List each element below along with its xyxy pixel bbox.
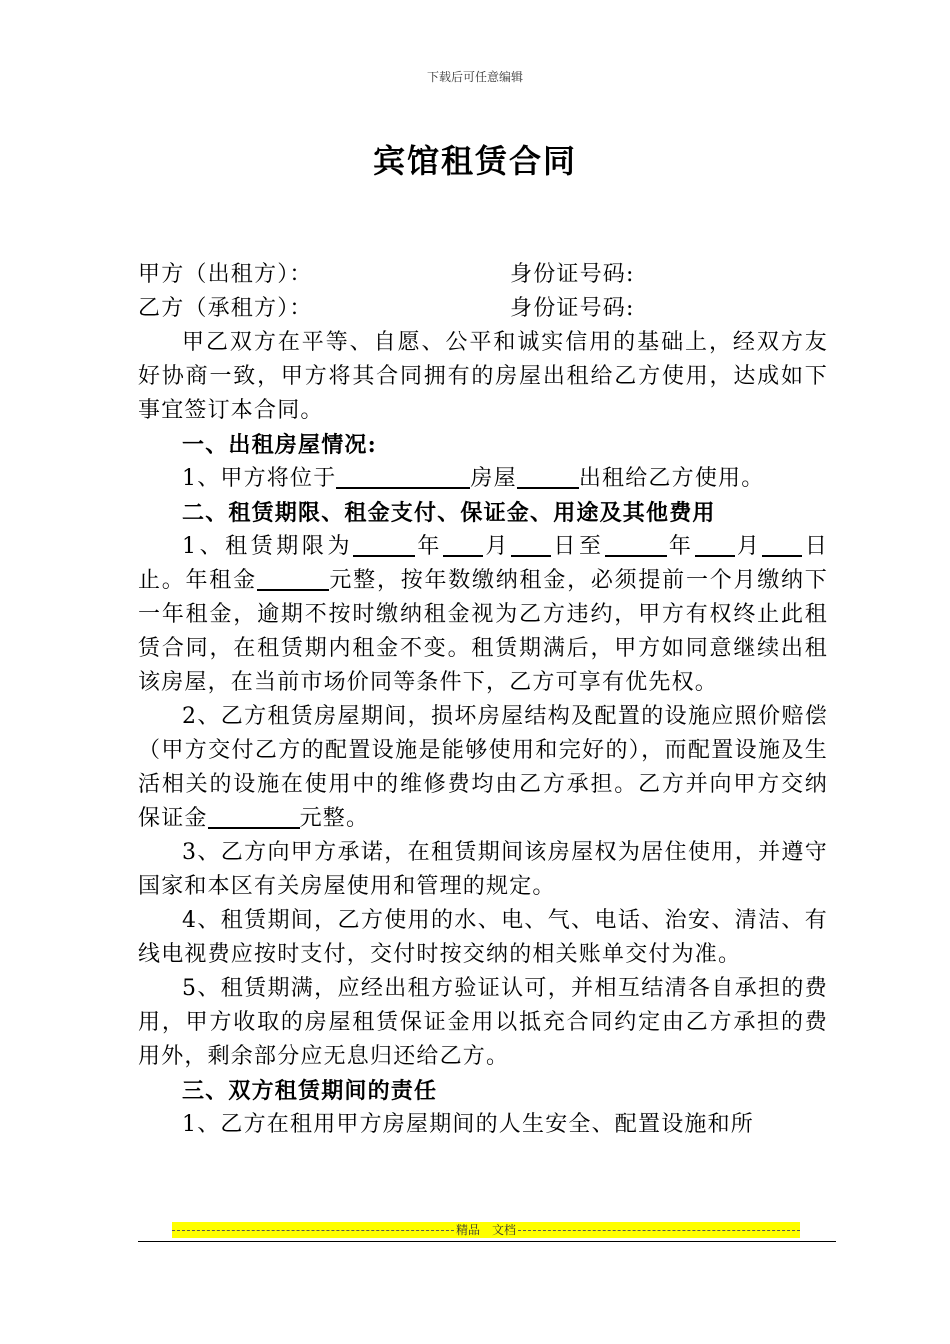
start-day-blank [511, 533, 551, 557]
footer-text: 精品 文档 [456, 1223, 517, 1237]
footer-dash-right [518, 1230, 800, 1231]
party-b-row [138, 292, 828, 326]
s1-text-b: 房屋 [470, 466, 517, 491]
header-note: 下载后可任意编辑 [426, 70, 523, 84]
party-b-id-label: 身份证号码: [510, 296, 635, 321]
party-a-id-label: 身份证号码: [510, 262, 635, 287]
s2i1-end-month-label: 月 [734, 534, 763, 559]
s2i2-text-b: 元整。 [299, 806, 370, 831]
s2i1-rent-label: 止。年租金 [138, 568, 257, 593]
location-blank [336, 465, 470, 489]
section2-item2 [138, 700, 828, 836]
s2i1-year-label: 年 [415, 534, 444, 559]
start-month-blank [443, 533, 483, 557]
s2i2-text-a: 2、乙方租赁房屋期间，损坏房屋结构及配置的设施应照价赔偿（甲方交付乙方的配置设施是能够使用和完好的），而配置设施及生活相关的设施在使用中的维修费均由乙方承担。乙方并向甲方交纳保证金 [138, 704, 828, 831]
house-blank [517, 465, 579, 489]
s1-text-a: 1、甲方将位于 [182, 466, 337, 491]
s2i1-end-day-label: 日 [802, 534, 829, 559]
section2-item1 [138, 530, 828, 700]
end-day-blank [762, 533, 802, 557]
footer-dash-left [172, 1230, 454, 1231]
section2-item4: 4、租赁期间，乙方使用的水、电、气、电话、治安、清洁、有线电视费应按时支付，交付时按交纳的相关账单交付为准。 [138, 908, 828, 967]
party-a-row [138, 258, 828, 292]
section1-heading: 一、出租房屋情况: [182, 432, 377, 458]
contract-body [138, 258, 828, 1142]
s2i1-month-label: 月 [483, 534, 511, 559]
end-month-blank [695, 533, 735, 557]
deposit-blank [208, 805, 300, 829]
footer-watermark-bar [172, 1222, 800, 1238]
s2i1-day-to-label: 日至 [550, 534, 605, 559]
intro-paragraph: 甲乙双方在平等、自愿、公平和诚实信用的基础上，经双方友好协商一致，甲方将其合同拥有的房屋出租给乙方使用，达成如下事宜签订本合同。 [138, 330, 828, 423]
start-year-blank [353, 533, 415, 557]
s2i1-end-year-label: 年 [666, 534, 695, 559]
s2i1-text-rest: 元整，按年数缴纳租金，必须提前一个月缴纳下一年租金，逾期不按时缴纳租金视为乙方违约，甲方有权终止此租赁合同，在租赁期内租金不变。租赁期满后，甲方如同意继续出租该房屋，在当前市场价同等条件下，乙方可享有优先权。 [138, 568, 828, 695]
section2-item3: 3、乙方向甲方承诺，在租赁期间该房屋权为居住使用，并遵守国家和本区有关房屋使用和管理的规定。 [138, 840, 828, 899]
section3-item1: 1、乙方在租用甲方房屋期间的人生安全、配置设施和所 [182, 1112, 754, 1137]
s2i1-text-a: 1、租赁期限为 [182, 534, 354, 559]
footer-rule [138, 1241, 836, 1242]
section2-item5: 5、租赁期满，应经出租方验证认可，并相互结清各自承担的费用，甲方收取的房屋租赁保证金用以抵充合同约定由乙方承担的费用外，剩余部分应无息归还给乙方。 [138, 976, 828, 1069]
section3-heading: 三、双方租赁期间的责任 [182, 1078, 438, 1104]
end-year-blank [605, 533, 667, 557]
party-b-label: 乙方（承租方）： [138, 296, 313, 321]
s1-text-c: 出租给乙方使用。 [578, 466, 765, 491]
annual-rent-blank [257, 567, 329, 591]
document-title: 宾馆租赁合同 [372, 142, 577, 180]
party-a-label: 甲方（出租方）： [138, 262, 313, 287]
section2-heading: 二、租赁期限、租金支付、保证金、用途及其他费用 [182, 500, 716, 526]
section1-item1 [138, 462, 828, 496]
